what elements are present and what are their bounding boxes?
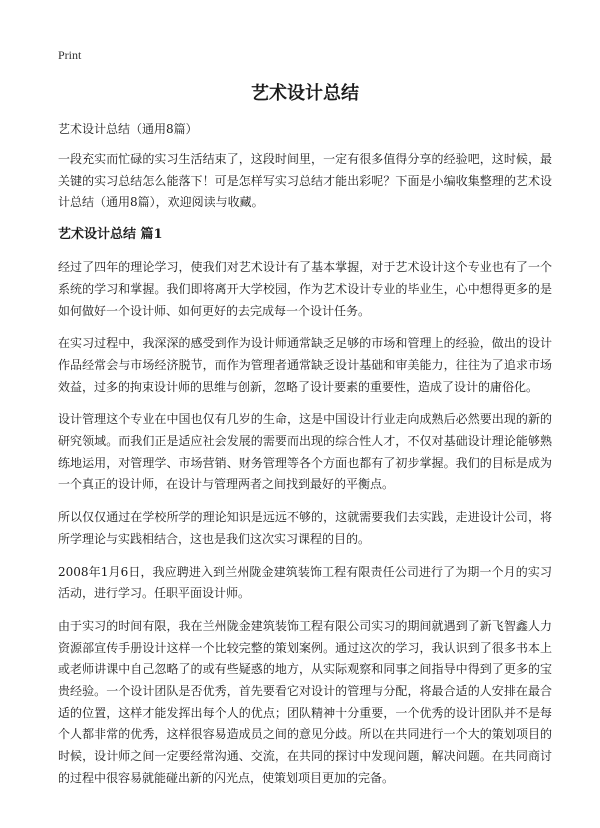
body-paragraph-3: 设计管理这个专业在中国也仅有几岁的生命，这是中国设计行业走向成熟后必然要出现的新的研究领域。而我们正是适应社会发展的需要而出现的综合性人才，不仅对基础设计理论能够熟练地运用，对管理学、市场营销、财务管理等各个方面也都有了初步掌握。我们的目标是成为一个真正的设计师，在设计与管理两者之间找到最好的平衡点。 — [58, 412, 552, 492]
article-subtitle: 艺术设计总结（通用8篇） — [58, 122, 198, 136]
section-heading: 艺术设计总结 篇1 — [58, 227, 163, 243]
page-title: 艺术设计总结 — [251, 83, 359, 104]
body-paragraph-2: 在实习过程中，我深深的感受到作为设计师通常缺乏足够的市场和管理上的经验，做出的设计作品经常会与市场经济脱节，而作为管理者通常缺乏设计基础和审美能力，往往为了追求市场效益，过多的拘束设计师的思维与创新，忽略了设计要素的重要性，造成了设计的庸俗化。 — [58, 336, 552, 394]
body-paragraph-5: 2008年1月6日，我应聘进入到兰州陇金建筑装饰工程有限责任公司进行了为期一个月的实习活动，进行学习。任职平面设计师。 — [58, 564, 552, 601]
intro-paragraph: 一段充实而忙碌的实习生活结束了，这段时间里，一定有很多值得分享的经验吧，这时候，最关键的实习总结怎么能落下！可是怎样写实习总结才能出彩呢？下面是小编收集整理的艺术设计总结（通用8篇），欢迎阅读与收藏。 — [58, 152, 552, 210]
print-link[interactable]: Print — [58, 48, 82, 62]
body-paragraph-1: 经过了四年的理论学习，使我们对艺术设计有了基本掌握，对于艺术设计这个专业也有了一个系统的学习和掌握。我们即将离开大学校园，作为艺术设计专业的毕业生，心中想得更多的是如何做好一个设计师、如何更好的去完成每一个设计任务。 — [58, 260, 552, 318]
body-paragraph-4: 所以仅仅通过在学校所学的理论知识是远远不够的，这就需要我们去实践，走进设计公司，将所学理论与实践相结合，这也是我们这次实习课程的目的。 — [58, 510, 552, 546]
body-paragraph-6: 由于实习的时间有限，我在兰州陇金建筑装饰工程有限公司实习的期间就遇到了新飞智鑫人力资源部宣传手册设计这样一个比较完整的策划案例。通过这次的学习，我认识到了很多书本上或老师讲课中自己忽略了的或有些疑惑的地方，从实际观察和同事之间指导中得到了更多的宝贵经验。一个设计团队是否优秀，首先要看它对设计的管理与分配，将最合适的人安排在最合适的位置，这样才能发挥出每个人的优点；团队精神十分重要，一个优秀的设计团队并不是每个人都非常的优秀，这样很容易造成员之间的意见分歧。所以在共同进行一个大的策划项目的时候，设计师之间一定要经常沟通、交流，在共同的探讨中发现问题，解决问题。在共同商讨的过程中很容易就能碰出新的闪光点，使策划项目更加的完备。 — [58, 618, 552, 785]
article-body — [58, 149, 552, 801]
